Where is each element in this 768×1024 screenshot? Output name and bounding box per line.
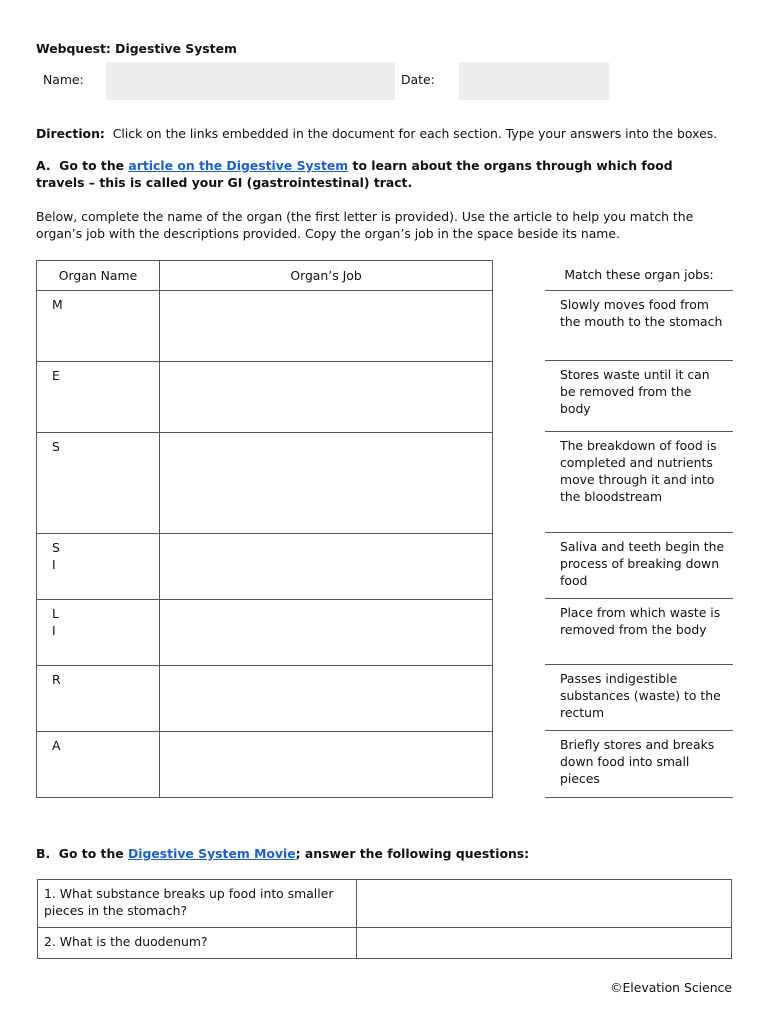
table-row <box>38 880 732 928</box>
section-a-instructions <box>36 208 693 242</box>
section-a-heading <box>36 157 673 191</box>
organ-letter: M <box>52 297 63 312</box>
copyright: ©Elevation Science <box>610 980 732 995</box>
organ-letter: S <box>52 540 60 555</box>
questions-table <box>37 879 732 959</box>
table-row <box>37 291 493 362</box>
match-item: Briefly stores and breaks down food into small pieces <box>545 731 733 798</box>
match-item: Stores waste until it can be removed from the body <box>545 361 733 432</box>
organ-letter-2: I <box>52 623 56 638</box>
organ-table-header <box>37 261 493 291</box>
organ-name-cell[interactable] <box>37 291 160 362</box>
match-list <box>545 260 733 798</box>
match-item: Place from which waste is removed from the body <box>545 599 733 665</box>
organ-name-cell[interactable] <box>37 534 160 600</box>
section-a-prefix: A. Go to the <box>36 158 129 173</box>
organ-letter: S <box>52 439 60 454</box>
match-item: Passes indigestible substances (waste) to the rectum <box>545 665 733 731</box>
direction-label: Direction: <box>36 126 105 141</box>
question-cell: 1. What substance breaks up food into smaller pieces in the stomach? <box>38 880 357 928</box>
article-link[interactable]: article on the Digestive System <box>128 158 349 173</box>
direction-text: Click on the links embedded in the document for each section. Type your answers into the boxes. <box>112 126 718 141</box>
table-row <box>37 433 493 534</box>
instructions-line-2: organ’s job with the descriptions provided. Copy the organ’s job in the space beside its name. <box>36 226 620 241</box>
section-b-prefix: B. Go to the <box>36 846 128 861</box>
table-row <box>37 600 493 666</box>
name-field[interactable] <box>106 62 395 100</box>
match-item: Slowly moves food from the mouth to the stomach <box>545 291 733 361</box>
direction-line <box>36 125 717 142</box>
question-cell: 2. What is the duodenum? <box>38 928 357 959</box>
organ-job-cell[interactable] <box>160 362 493 433</box>
match-item: The breakdown of food is completed and nutrients move through it and into the bloodstream <box>545 432 733 533</box>
table-row <box>37 534 493 600</box>
organ-job-cell[interactable] <box>160 433 493 534</box>
table-row <box>38 928 732 959</box>
name-label: Name: <box>43 72 84 87</box>
organ-name-header: Organ Name <box>37 261 160 291</box>
organ-letter-2: I <box>52 557 56 572</box>
table-row <box>37 666 493 732</box>
organ-table <box>36 260 493 798</box>
answer-cell[interactable] <box>357 928 732 959</box>
organ-job-cell[interactable] <box>160 291 493 362</box>
organ-letter: L <box>52 606 59 621</box>
organ-name-cell[interactable] <box>37 666 160 732</box>
organ-name-cell[interactable] <box>37 732 160 798</box>
section-a-suffix-2: travels – this is called your GI (gastrointestinal) tract. <box>36 175 413 190</box>
date-label: Date: <box>401 72 435 87</box>
organ-job-header: Organ’s Job <box>160 261 493 291</box>
organ-job-cell[interactable] <box>160 666 493 732</box>
organ-name-cell[interactable] <box>37 600 160 666</box>
section-a-suffix-1: to learn about the organs through which food <box>348 158 673 173</box>
date-field[interactable] <box>459 62 609 100</box>
organ-job-cell[interactable] <box>160 600 493 666</box>
table-row <box>37 362 493 433</box>
organ-letter: E <box>52 368 60 383</box>
organ-name-cell[interactable] <box>37 362 160 433</box>
organ-name-cell[interactable] <box>37 433 160 534</box>
organ-job-cell[interactable] <box>160 732 493 798</box>
match-header: Match these organ jobs: <box>545 260 733 291</box>
organ-job-cell[interactable] <box>160 534 493 600</box>
instructions-line-1: Below, complete the name of the organ (the first letter is provided). Use the article to help you match the <box>36 209 694 224</box>
section-b-heading <box>36 845 529 862</box>
match-item: Saliva and teeth begin the process of breaking down food <box>545 533 733 599</box>
table-row <box>37 732 493 798</box>
movie-link[interactable]: Digestive System Movie <box>128 846 296 861</box>
organ-letter: R <box>52 672 61 687</box>
organ-letter: A <box>52 738 61 753</box>
answer-cell[interactable] <box>357 880 732 928</box>
section-b-suffix: ; answer the following questions: <box>295 846 530 861</box>
page-title: Webquest: Digestive System <box>36 41 237 56</box>
